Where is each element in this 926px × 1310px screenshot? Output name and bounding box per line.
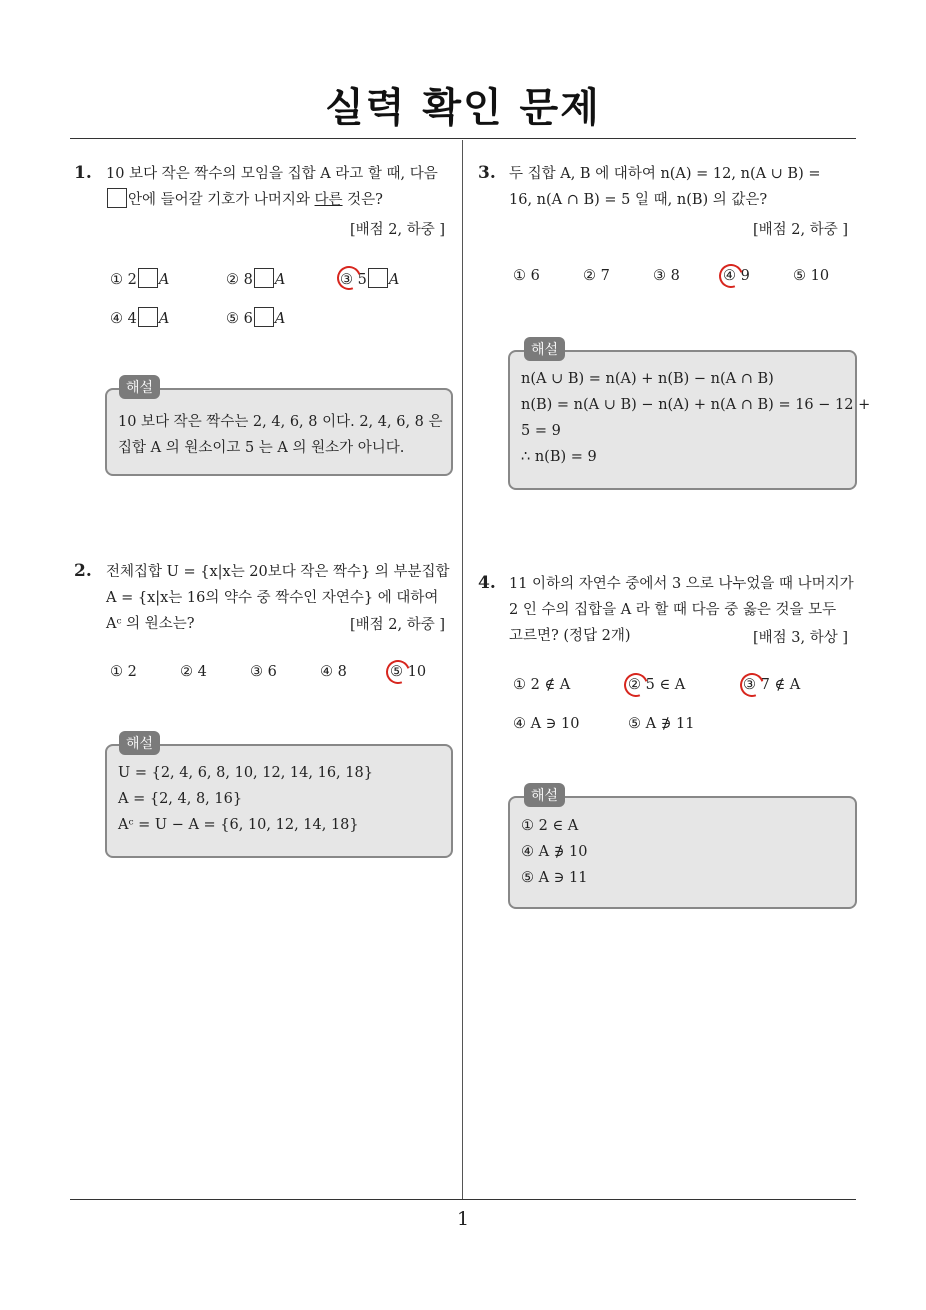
blank-box	[138, 268, 158, 288]
page-number: 1	[456, 1208, 470, 1230]
score-label: [배점 2, 하중 ]	[350, 617, 446, 633]
explanation-line: 5 = 9	[521, 423, 561, 439]
option-2[interactable]: ② 4	[180, 664, 207, 680]
blank-box	[138, 307, 158, 327]
question-number: 1.	[74, 163, 92, 183]
bottom-rule	[70, 1199, 856, 1200]
option-5[interactable]: ⑤ 10	[793, 268, 830, 284]
answer-mark	[736, 669, 768, 701]
page-title: 실력 확인 문제	[325, 85, 601, 131]
explanation-line: ⑤ A ∋ 11	[521, 870, 588, 886]
column-divider	[462, 140, 463, 1200]
explanation-tag: 해설	[524, 337, 565, 361]
question-text-line: 전체집합 U = {x|x는 20보다 작은 짝수} 의 부분집합	[106, 564, 450, 580]
explanation-line: Aᶜ = U − A = {6, 10, 12, 14, 18}	[118, 817, 359, 833]
option-3[interactable]: ③ 7 ∉ A	[743, 677, 801, 693]
option-5[interactable]: ⑤ 10	[390, 664, 427, 680]
option-2[interactable]: ② 8 A	[226, 268, 285, 288]
question-text-line: 안에 들어갈 기호가 나머지와 다른 것은?	[106, 187, 383, 213]
option-1[interactable]: ① 2 ∉ A	[513, 677, 571, 693]
option-2[interactable]: ② 5 ∈ A	[628, 677, 686, 693]
explanation-tag: 해설	[524, 783, 565, 807]
answer-mark	[333, 262, 365, 294]
explanation-line: n(A ∪ B) = n(A) + n(B) − n(A ∩ B)	[521, 371, 774, 387]
answer-mark	[715, 260, 747, 292]
explanation-line: ① 2 ∈ A	[521, 818, 579, 834]
option-1[interactable]: ① 2 A	[110, 268, 169, 288]
option-3[interactable]: ③ 5 A	[340, 268, 399, 288]
explanation-line: n(B) = n(A ∪ B) − n(A) + n(A ∩ B) = 16 − 12 +	[521, 397, 871, 413]
explanation-line: A = {2, 4, 8, 16}	[118, 791, 243, 807]
explanation-box	[105, 388, 453, 476]
blank-box	[107, 188, 127, 208]
question-text-line: Aᶜ 의 원소는?	[106, 616, 195, 632]
option-3[interactable]: ③ 6	[250, 664, 277, 680]
option-5[interactable]: ⑤ 6 A	[226, 307, 285, 327]
question-text-line: 2 인 수의 집합을 A 라 할 때 다음 중 옳은 것을 모두	[509, 602, 837, 618]
blank-box	[368, 268, 388, 288]
explanation-line: 집합 A 의 원소이고 5 는 A 의 원소가 아니다.	[118, 440, 405, 456]
option-4[interactable]: ④ 4 A	[110, 307, 169, 327]
question-number: 4.	[478, 573, 496, 593]
explanation-line: U = {2, 4, 6, 8, 10, 12, 14, 16, 18}	[118, 765, 373, 781]
blank-box	[254, 268, 274, 288]
option-4[interactable]: ④ 9	[723, 268, 750, 284]
explanation-tag: 해설	[119, 375, 160, 399]
top-rule	[70, 138, 856, 139]
option-3[interactable]: ③ 8	[653, 268, 680, 284]
question-text-line: 16, n(A ∩ B) = 5 일 때, n(B) 의 값은?	[509, 192, 768, 208]
question-number: 2.	[74, 561, 92, 581]
blank-box	[254, 307, 274, 327]
question-number: 3.	[478, 163, 496, 183]
score-label: [배점 2, 하중 ]	[753, 222, 849, 238]
question-text-line: 11 이하의 자연수 중에서 3 으로 나누었을 때 나머지가	[509, 576, 854, 592]
option-4[interactable]: ④ 8	[320, 664, 347, 680]
question-text-line: 두 집합 A, B 에 대하여 n(A) = 12, n(A ∪ B) =	[509, 166, 821, 182]
score-label: [배점 3, 하상 ]	[753, 630, 849, 646]
option-5[interactable]: ⑤ A ∌ 11	[628, 716, 695, 732]
explanation-line: ④ A ∌ 10	[521, 844, 588, 860]
explanation-line: ∴ n(B) = 9	[521, 449, 597, 465]
option-2[interactable]: ② 7	[583, 268, 610, 284]
question-text-line: A = {x|x는 16의 약수 중 짝수인 자연수} 에 대하여	[106, 590, 439, 606]
question-text-line: 고르면? (정답 2개)	[509, 628, 631, 644]
score-label: [배점 2, 하중 ]	[350, 222, 446, 238]
option-1[interactable]: ① 6	[513, 268, 540, 284]
answer-mark	[382, 656, 414, 688]
question-text-line: 10 보다 작은 짝수의 모임을 집합 A 라고 할 때, 다음	[106, 166, 438, 182]
option-4[interactable]: ④ A ∋ 10	[513, 716, 580, 732]
answer-mark	[620, 669, 652, 701]
explanation-tag: 해설	[119, 731, 160, 755]
option-1[interactable]: ① 2	[110, 664, 137, 680]
explanation-line: 10 보다 작은 짝수는 2, 4, 6, 8 이다. 2, 4, 6, 8 은	[118, 414, 443, 430]
